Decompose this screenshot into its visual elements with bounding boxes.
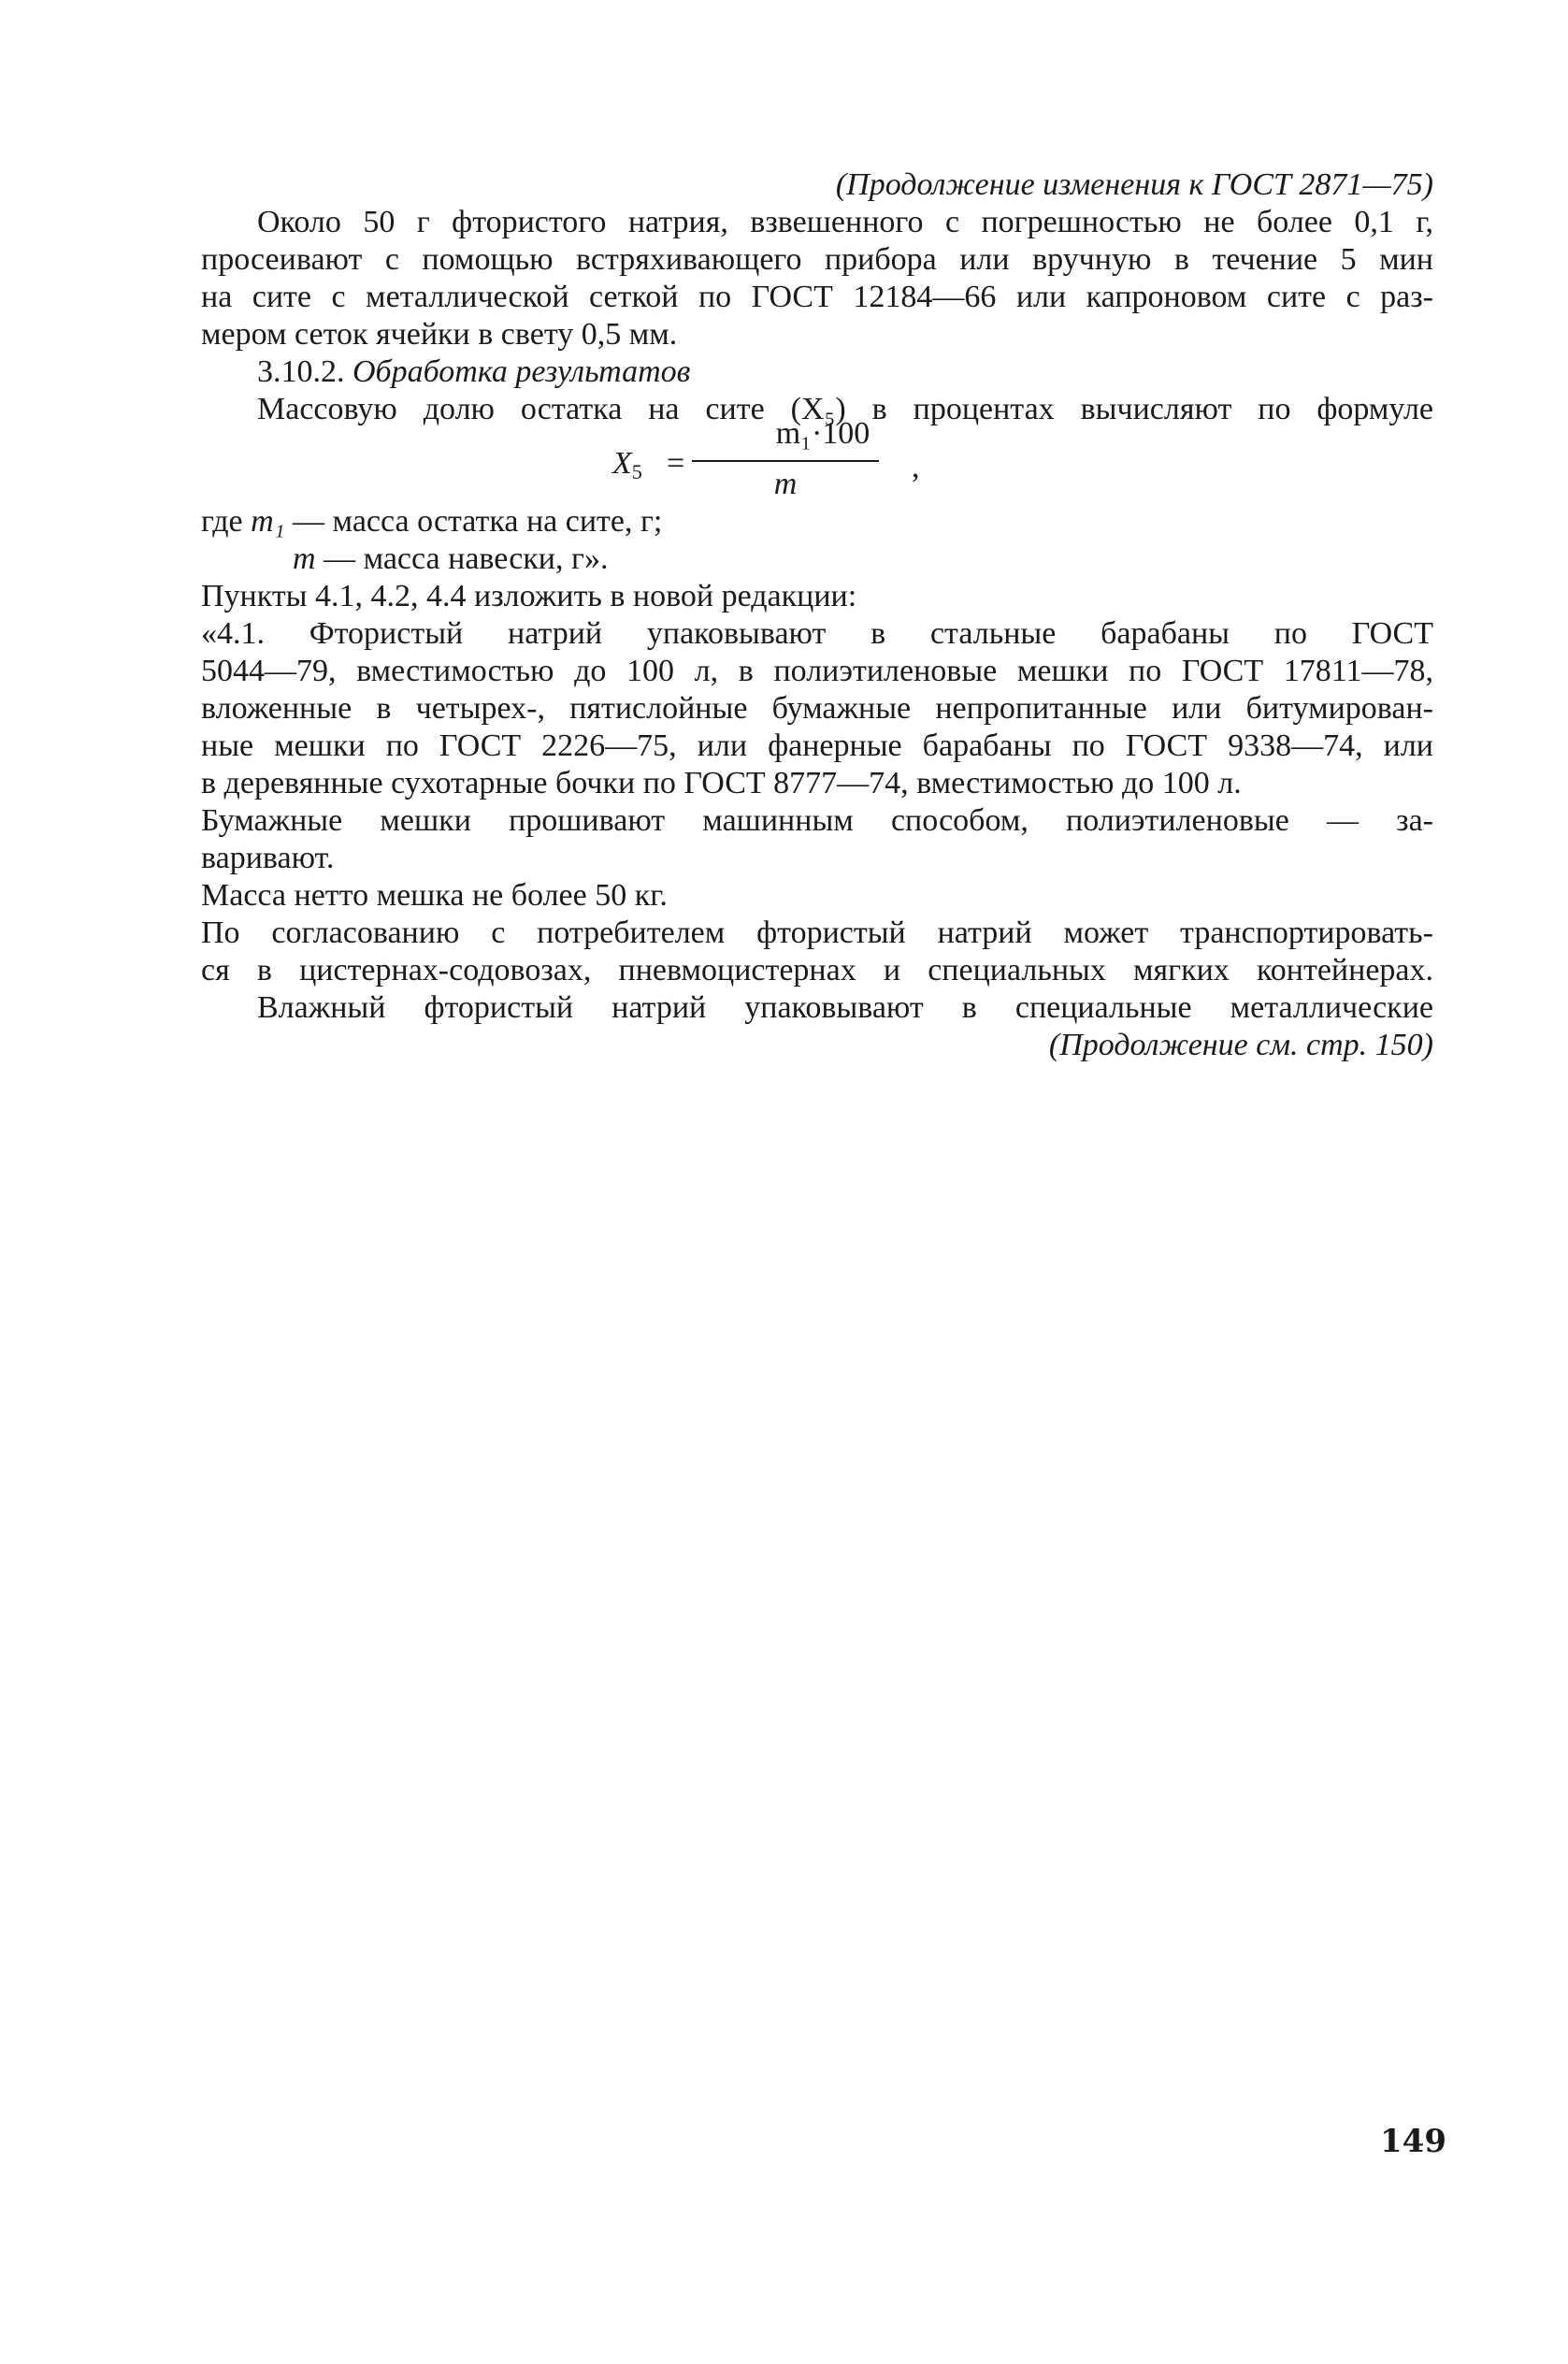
formula-lhs-subscript: 5	[631, 460, 642, 483]
paragraph-line: 5044—79, вместимостью до 100 л, в полиэтиленовые мешки по ГОСТ 17811—78,	[201, 654, 1433, 688]
section-heading	[201, 353, 1433, 391]
footer-continuation: (Продолжение см. стр. 150)	[1048, 1028, 1433, 1062]
paragraph-line: Пункты 4.1, 4.2, 4.4 изложить в новой редакции:	[201, 579, 857, 613]
paragraph-line: Масса нетто мешка не более 50 кг.	[201, 878, 668, 913]
variable-definition: m — масса навески, г».	[293, 541, 609, 576]
paragraph-line: Бумажные мешки прошивают машинным способом, полиэтиленовые — за-	[201, 803, 1433, 838]
paragraph-line: вложенные в четырех-, пятислойные бумажные непропитанные или битумирован-	[201, 691, 1433, 726]
paragraph-line: Массовую долю остатка на сите (X₅) в процентах вычисляют по формуле	[257, 392, 1433, 426]
formula-numerator: m₁·100	[775, 416, 870, 451]
section-title: Обработка результатов	[352, 354, 691, 389]
formula-lhs: $X_5$	[612, 446, 642, 483]
section-number: 3.10.2.	[257, 354, 345, 389]
paragraph-line: мером сеток ячейки в свету 0,5 мм.	[201, 317, 678, 352]
paragraph-line: просеивают с помощью встряхивающего прибора или вручную в течение 5 мин	[201, 242, 1433, 277]
formula-comma: ,	[912, 450, 920, 484]
header-continuation: (Продолжение изменения к ГОСТ 2871—75)	[835, 167, 1433, 202]
body-text	[201, 166, 1433, 1064]
paragraph-line: на сите с металлической сеткой по ГОСТ 12184—66 или капроновом сите с раз-	[201, 280, 1433, 314]
variable-definition: где m₁ — масса остатка на сите, г;	[201, 504, 663, 539]
paragraph-line: варивают.	[201, 841, 335, 875]
paragraph-line: По согласованию с потребителем фтористый натрий может транспортировать-	[201, 915, 1433, 950]
paragraph-line: ся в цистернах-содовозах, пневмоцистернах и специальных мягких контейнерах.	[201, 953, 1433, 987]
fraction-bar	[692, 460, 879, 462]
formula	[201, 416, 1433, 503]
paragraph-line: Около 50 г фтористого натрия, взвешенного с погрешностью не более 0,1 г,	[257, 205, 1433, 239]
paragraph-line: «4.1. Фтористый натрий упаковывают в стальные барабаны по ГОСТ	[201, 616, 1433, 651]
formula-equals: =	[667, 446, 685, 481]
paragraph-line: ные мешки по ГОСТ 2226—75, или фанерные барабаны по ГОСТ 9338—74, или	[201, 728, 1433, 763]
paragraph-line: в деревянные сухотарные бочки по ГОСТ 8777—74, вместимостью до 100 л.	[201, 766, 1242, 800]
formula-denominator: m	[773, 467, 798, 501]
paragraph-line: Влажный фтористый натрий упаковывают в специальные металлические	[257, 990, 1433, 1025]
page-number: 149	[1380, 2123, 1446, 2160]
